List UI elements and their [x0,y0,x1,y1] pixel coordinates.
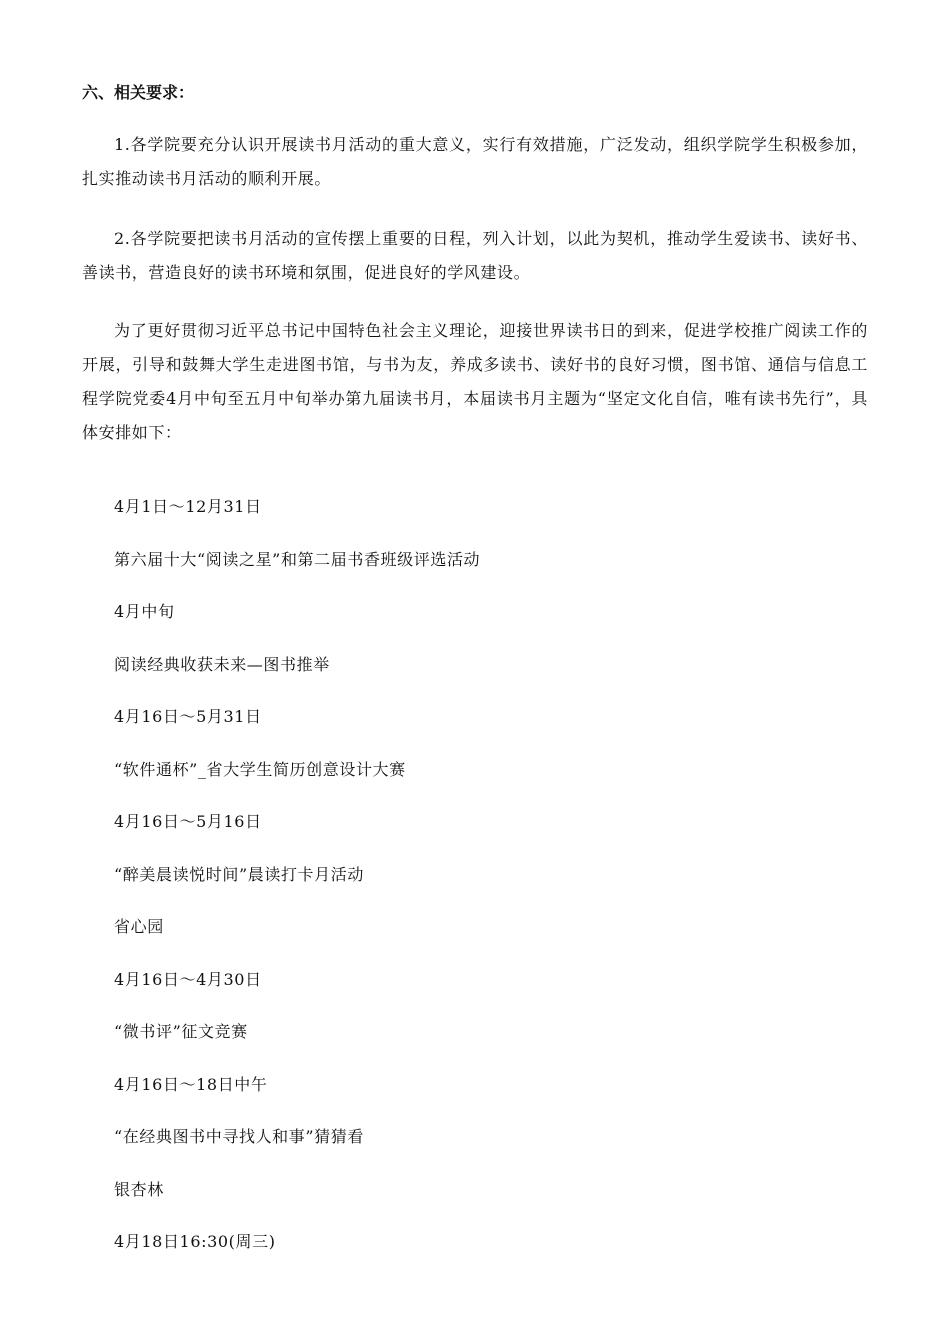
schedule-event: “软件通杯”_省大学生简历创意设计大赛 [114,760,406,779]
schedule-location: 银杏林 [114,1180,164,1199]
schedule-date: 4月16日～5月31日 [114,707,262,726]
schedule-date: 4月16日～4月30日 [114,970,262,989]
schedule-event: “在经典图书中寻找人和事”猜猜看 [114,1127,364,1146]
section-heading: 六、相关要求： [82,83,195,102]
requirement-1: 1.各学院要充分认识开展读书月活动的重大意义，实行有效措施，广泛发动，组织学院学生积极参加，扎实推动读书月活动的顺利开展。 [82,135,868,188]
schedule-event: 第六届十大“阅读之星”和第二届书香班级评选活动 [114,550,481,569]
intro-paragraph: 为了更好贯彻习近平总书记中国特色社会主义理论，迎接世界读书日的到来，促进学校推广阅读工作的开展，引导和鼓舞大学生走进图书馆，与书为友，养成多读书、读好书的良好习惯，图书馆、通信与信息工程学院党委4月中旬至五月中旬举办第九届读书月，本届读书月主题为“坚定文化自信，唯有读书先行”，具体安排如下： [82,321,868,442]
schedule-location: 省心园 [114,917,164,936]
schedule-date: 4月18日16:30(周三) [114,1232,276,1251]
schedule-date: 4月1日～12月31日 [114,497,262,516]
schedule-date: 4月16日～18日中午 [114,1075,268,1094]
requirement-2: 2.各学院要把读书月活动的宣传摆上重要的日程，列入计划，以此为契机，推动学生爱读书、读好书、善读书，营造良好的读书环境和氛围，促进良好的学风建设。 [82,229,868,282]
schedule-date: 4月中旬 [114,602,175,621]
schedule-event: 阅读经典收获未来—图书推举 [114,655,330,674]
schedule-date: 4月16日～5月16日 [114,812,262,831]
schedule-event: “微书评”征文竞赛 [114,1022,248,1041]
schedule-event: “醉美晨读悦时间”晨读打卡月活动 [114,865,364,884]
